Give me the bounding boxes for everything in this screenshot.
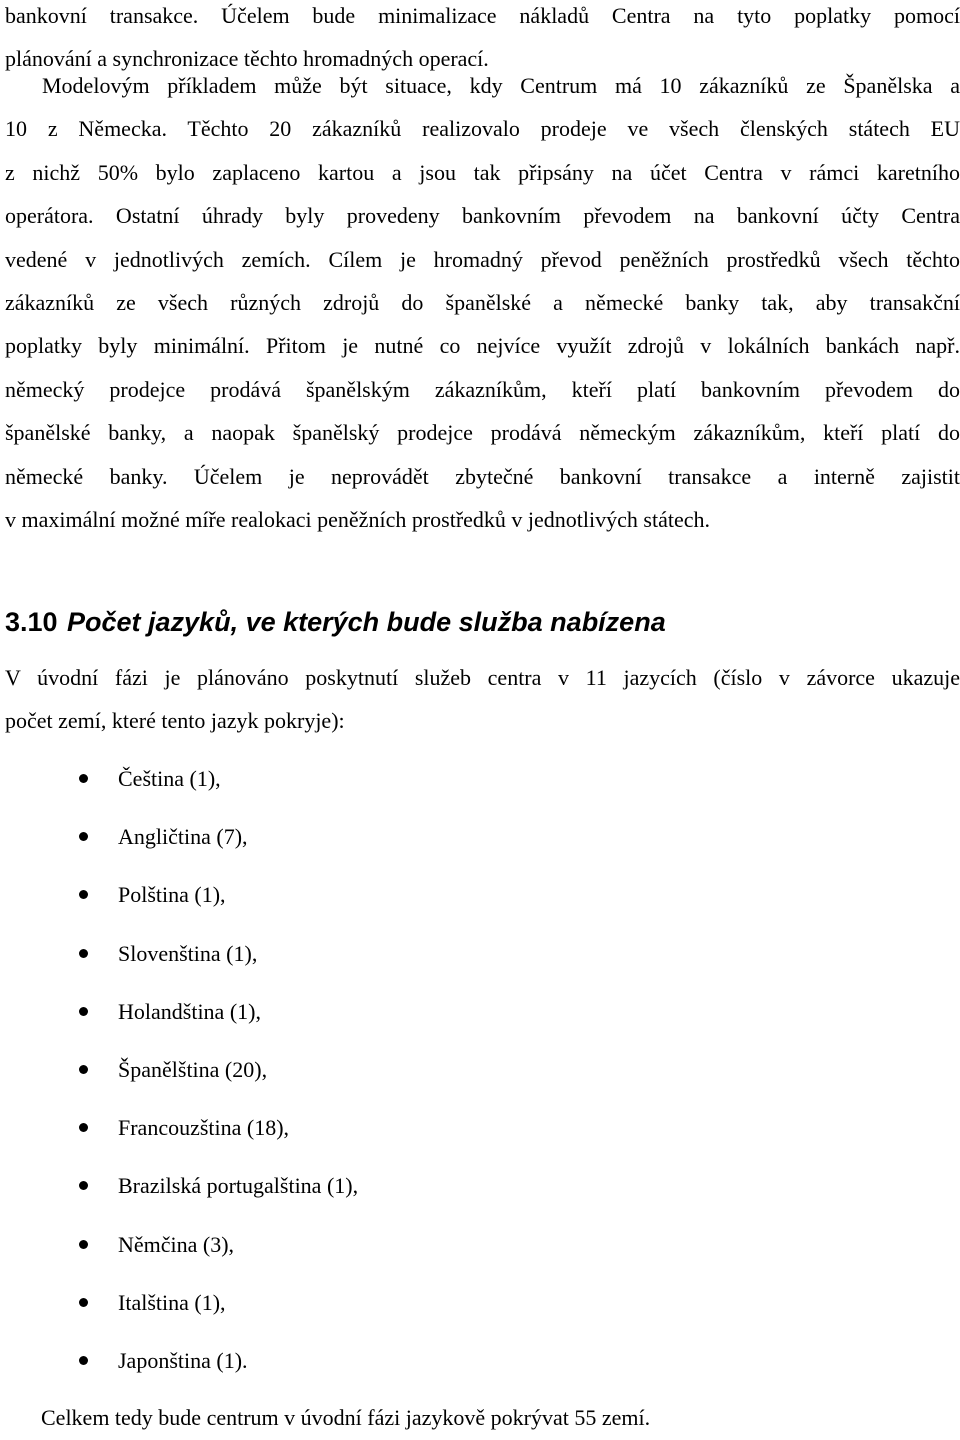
language-label: Brazilská portugalština (1),	[118, 1173, 359, 1199]
language-label: Němčina (3),	[118, 1231, 235, 1257]
bullet-icon	[79, 1181, 88, 1190]
bullet-icon	[79, 1298, 88, 1307]
text-line: plánování a synchronizace těchto hromadných operací.	[5, 46, 489, 72]
section-number: 3.10	[5, 607, 58, 637]
text-line: 10 z Německa. Těchto 20 zákazníků realizovalo prodeje ve všech členských státech EU	[5, 116, 960, 142]
text-line: z nichž 50% bylo zaplaceno kartou a jsou tak připsány na účet Centra v rámci karetního	[5, 159, 960, 185]
bullet-icon	[79, 890, 88, 899]
language-label: Francouzština (18),	[118, 1115, 290, 1141]
closing-sentence: Celkem tedy bude centrum v úvodní fázi jazykově pokrývat 55 zemí.	[41, 1405, 651, 1430]
list-item	[0, 873, 358, 931]
list-item	[0, 1106, 358, 1164]
language-label: Italština (1),	[118, 1289, 226, 1315]
paragraph-model-example	[5, 64, 960, 541]
list-item	[0, 1048, 358, 1106]
text-line: Modelovým příkladem může být situace, kdy Centrum má 10 zákazníků ze Španělska a	[42, 73, 960, 98]
bullet-icon	[79, 1065, 88, 1074]
list-item	[0, 815, 358, 873]
text-line: německé banky. Účelem je neprovádět zbytečné bankovní transakce a interně zajistit	[5, 463, 960, 489]
text-line: počet zemí, které tento jazyk pokryje):	[5, 708, 345, 734]
list-item	[0, 1339, 358, 1397]
text-line: španělské banky, a naopak španělský prodejce prodává německým zákazníkům, kteří platí do	[5, 420, 960, 446]
bullet-icon	[79, 1240, 88, 1249]
text-line: operátora. Ostatní úhrady byly provedeny bankovním převodem na bankovní účty Centra	[5, 203, 960, 229]
bullet-icon	[79, 1356, 88, 1365]
text-line: V úvodní fázi je plánováno poskytnutí služeb centra v 11 jazycích (číslo v závorce ukazuje	[5, 665, 960, 690]
language-label: Čeština (1),	[118, 766, 221, 791]
text-line: poplatky byly minimální. Přitom je nutné co nejvíce využít zdrojů v lokálních bankách např.	[5, 333, 960, 359]
list-item	[0, 1281, 358, 1339]
list-item	[0, 932, 358, 990]
bullet-icon	[79, 1007, 88, 1016]
list-item	[0, 990, 358, 1048]
language-label: Angličtina (7),	[118, 824, 248, 850]
list-item	[0, 1164, 358, 1222]
bullet-icon	[79, 1123, 88, 1132]
language-list	[0, 757, 358, 1397]
language-label: Holandština (1),	[118, 998, 261, 1024]
section-title: Počet jazyků, ve kterých bude služba nabízena	[67, 607, 666, 637]
list-item	[0, 1223, 358, 1281]
list-item	[0, 757, 358, 815]
text-line: bankovní transakce. Účelem bude minimalizace nákladů Centra na tyto poplatky pomocí	[5, 3, 960, 28]
language-label: Slovenština (1),	[118, 940, 258, 966]
bullet-icon	[79, 774, 88, 783]
paragraph-languages-intro	[5, 656, 960, 743]
text-line: vedené v jednotlivých zemích. Cílem je hromadný převod peněžních prostředků všech těchto	[5, 246, 960, 272]
language-label: Japonština (1).	[118, 1347, 248, 1373]
bullet-icon	[79, 832, 88, 841]
text-line: v maximální možné míře realokaci peněžních prostředků v jednotlivých státech.	[5, 507, 710, 533]
text-line: zákazníků ze všech různých zdrojů do španělské a německé banky tak, aby transakční	[5, 290, 960, 316]
text-line: německý prodejce prodává španělským zákazníkům, kteří platí bankovním převodem do	[5, 376, 960, 402]
bullet-icon	[79, 949, 88, 958]
language-label: Španělština (20),	[118, 1056, 268, 1082]
section-heading	[5, 600, 666, 644]
language-label: Polština (1),	[118, 882, 226, 908]
